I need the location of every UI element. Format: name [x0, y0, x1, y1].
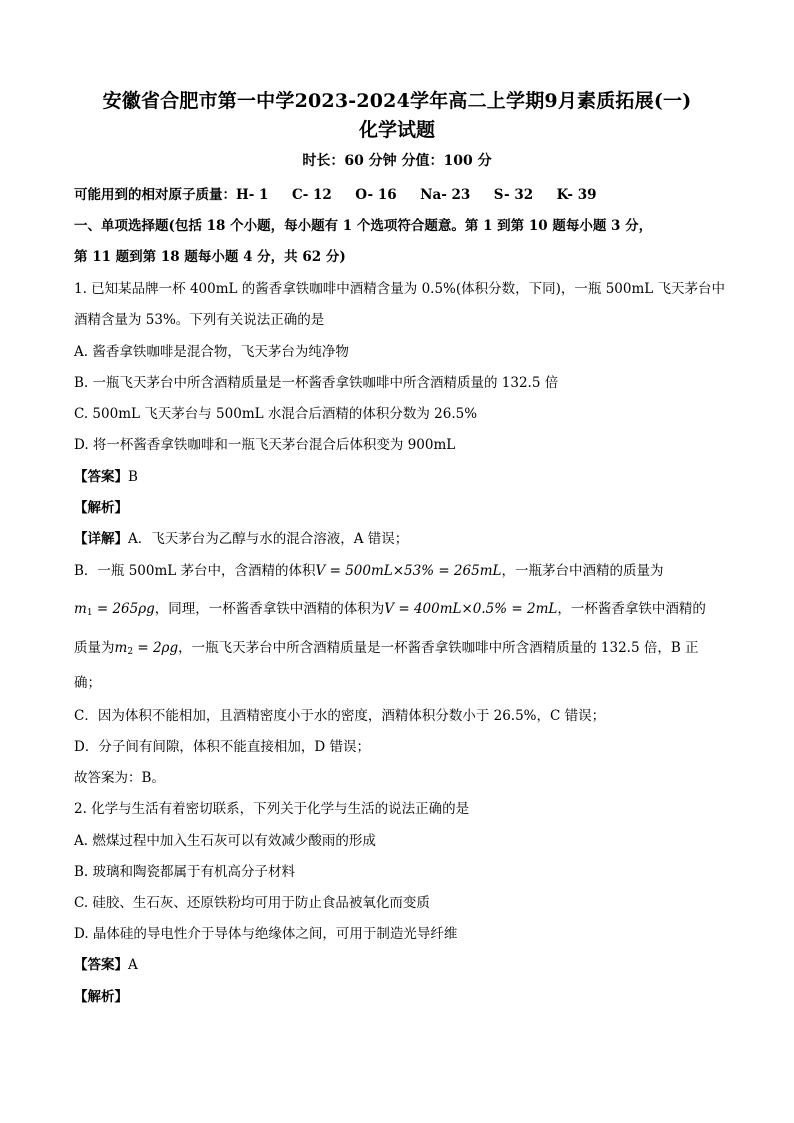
- q1-mass-subscript-2: 2: [127, 647, 134, 657]
- exam-title: 安徽省合肥市第一中学2023-2024学年高二上学期9月素质拓展(一): [102, 90, 692, 112]
- q1-detail-b2-post: ，一杯酱香拿铁中酒精的: [557, 601, 706, 617]
- q1-mass-symbol-2: m: [114, 640, 128, 656]
- q1-mass-subscript-1: 1: [86, 608, 93, 618]
- q1-detail-b-line4: 确；: [74, 675, 101, 691]
- q2-stem: 2. 化学与生活有着密切联系，下列关于化学与生活的说法正确的是: [74, 801, 470, 817]
- exam-meta: 时长：60 分钟 分值：100 分: [302, 153, 492, 169]
- q1-detail-b-line3: [74, 636, 724, 657]
- section-heading-line2: 第 11 题到第 18 题每小题 4 分，共 62 分): [74, 249, 346, 265]
- q2-answer-line: [74, 953, 724, 973]
- analysis-tag: 【解析】: [74, 989, 128, 1005]
- q1-option-d: D. 将一杯酱香拿铁咖啡和一瓶飞天茅台混合后体积变为 900mL: [74, 437, 456, 453]
- q1-detail-b3-pre: 质量为: [74, 640, 115, 656]
- q1-option-a: A. 酱香拿铁咖啡是混合物，飞天茅台为纯净物: [74, 344, 349, 360]
- q2-option-a: A. 燃煤过程中加入生石灰可以有效减少酸雨的形成: [74, 833, 376, 849]
- analysis-tag: 【解析】: [74, 500, 128, 516]
- q1-detail-b1-post: ，一瓶茅台中酒精的质量为: [501, 563, 664, 579]
- q1-detail-c: C．因为体积不能相加，且酒精密度小于水的密度，酒精体积分数小于 26.5%，C 错误；: [74, 708, 606, 724]
- exam-subtitle: 化学试题: [358, 119, 435, 141]
- q1-analysis-line: [74, 496, 724, 516]
- q1-detail-b-line1: [74, 559, 724, 579]
- q1-stem-line1: 1. 已知某品牌一杯 400mL 的酱香拿铁咖啡中酒精含量为 0.5%(体积分数，下同)，一瓶 500mL 飞天茅台中: [74, 281, 726, 297]
- q1-detail-d: D．分子间有间隙，体积不能直接相加，D 错误；: [74, 739, 370, 755]
- detail-tag: 【详解】: [74, 531, 128, 547]
- atomic-mass-line: 可能用到的相对原子质量：H- 1 C- 12 O- 16 Na- 23 S- 32 K- 39: [74, 187, 597, 203]
- q1-detail-b3-post: ，一瓶飞天茅台中所含酒精质量是一杯酱香拿铁咖啡中所含酒精质量的 132.5 倍，B 正: [178, 640, 699, 656]
- q1-mass-formula-1: = 265ρg: [92, 601, 155, 617]
- q1-mass-symbol-1: m: [74, 601, 87, 617]
- q1-detail-b-line2: [74, 597, 724, 618]
- answer-tag: 【答案】: [74, 469, 128, 485]
- q1-option-c: C. 500mL 飞天茅台与 500mL 水混合后酒精的体积分数为 26.5%: [74, 406, 478, 422]
- q1-detail-a-line: [74, 527, 724, 547]
- q2-analysis-line: [74, 985, 724, 1005]
- q1-volume-formula-1: V = 500mL×53% = 265mL: [315, 563, 502, 579]
- q1-mass-formula-2: = 2ρg: [133, 640, 179, 656]
- q1-conclusion: 故答案为：B。: [74, 770, 165, 786]
- q2-option-c: C. 硅胶、生石灰、还原铁粉均可用于防止食品被氧化而变质: [74, 895, 430, 911]
- q1-detail-b1-pre: B．一瓶 500mL 茅台中，含酒精的体积: [74, 563, 316, 579]
- q1-answer-line: [74, 465, 724, 485]
- q1-volume-formula-2: V = 400mL×0.5% = 2mL: [384, 601, 558, 617]
- q2-option-b: B. 玻璃和陶瓷都属于有机高分子材料: [74, 864, 296, 880]
- q2-option-d: D. 晶体硅的导电性介于导体与绝缘体之间，可用于制造光导纤维: [74, 926, 458, 942]
- answer-tag: 【答案】: [74, 957, 128, 973]
- q1-detail-b2-mid: ，同理，一杯酱香拿铁中酒精的体积为: [154, 601, 385, 617]
- section-heading-line1: 一、单项选择题(包括 18 个小题，每小题有 1 个选项符合题意。第 1 到第 10 题每小题 3 分，: [74, 218, 653, 234]
- q1-answer: B: [128, 469, 138, 485]
- q1-detail-a: A．飞天茅台为乙醇与水的混合溶液，A 错误；: [128, 531, 409, 547]
- q1-option-b: B. 一瓶飞天茅台中所含酒精质量是一杯酱香拿铁咖啡中所含酒精质量的 132.5 倍: [74, 375, 559, 391]
- q2-answer: A: [128, 957, 138, 973]
- q1-stem-line2: 酒精含量为 53%。下列有关说法正确的是: [74, 312, 325, 328]
